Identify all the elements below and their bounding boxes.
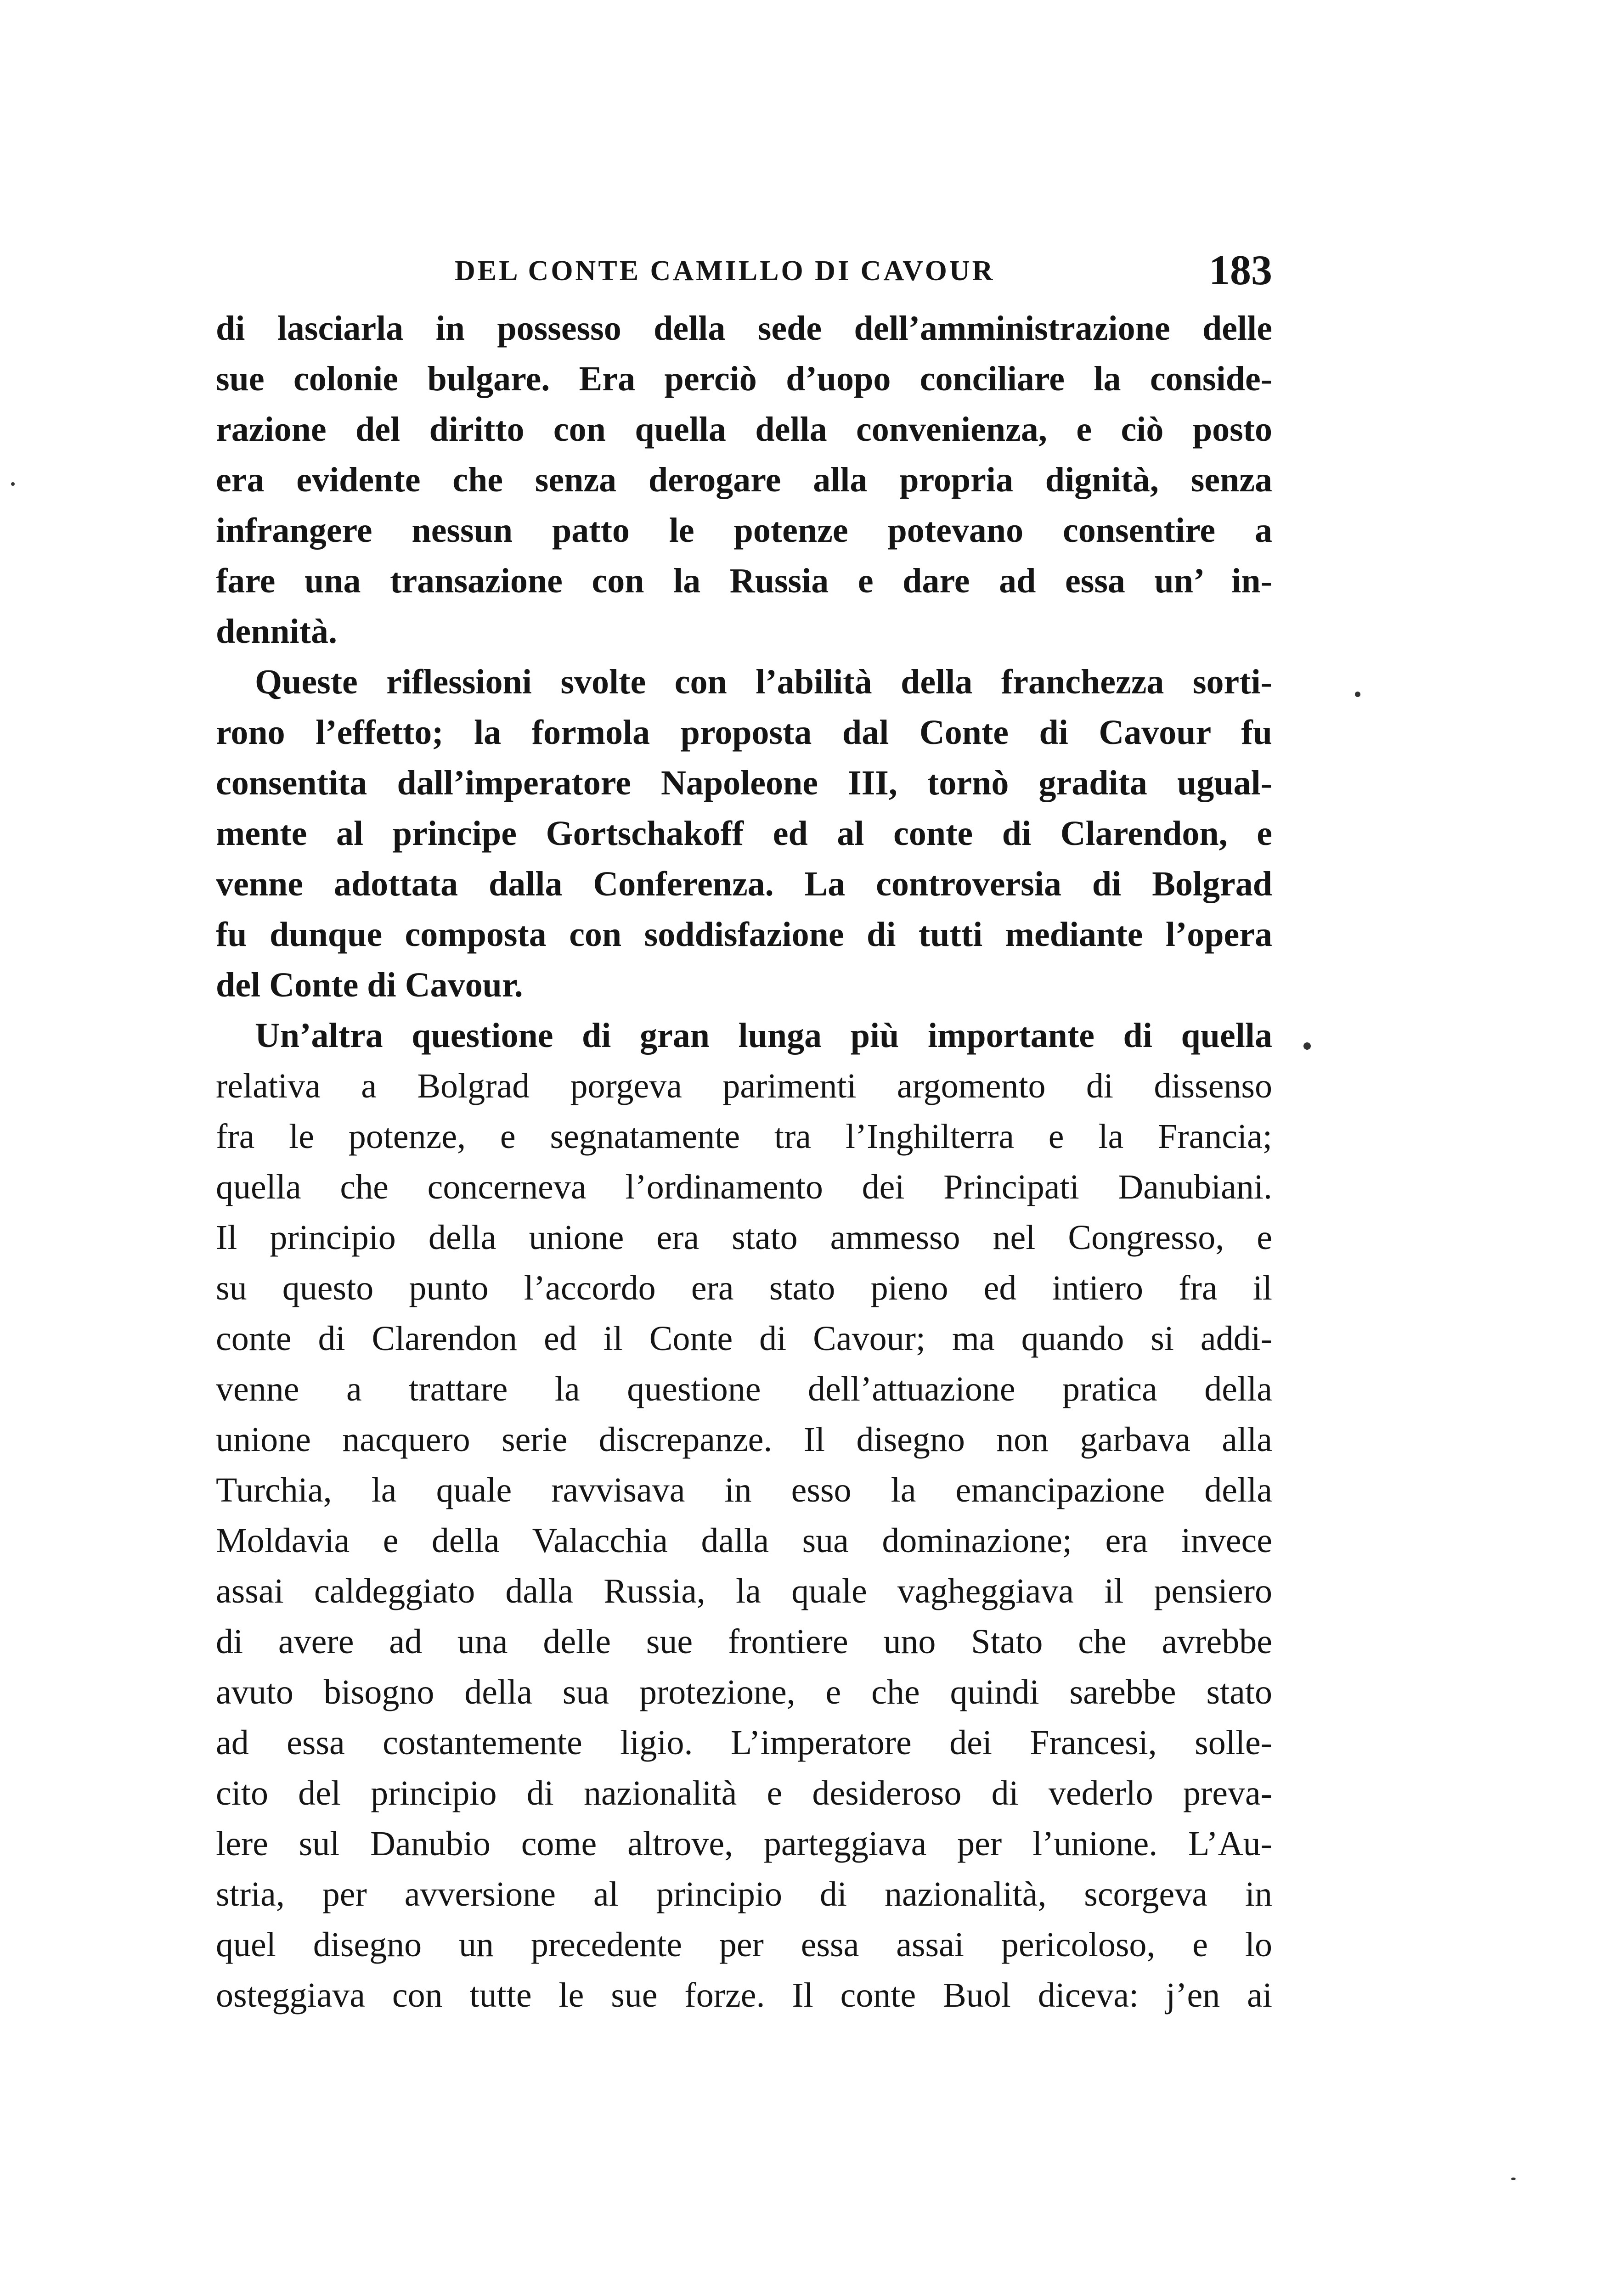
text-line: su questo punto l’accordo era stato pieno ed intiero fra il xyxy=(216,1269,1272,1307)
text-line: lere sul Danubio come altrove, parteggiava per l’unione. L’Au- xyxy=(216,1824,1272,1863)
text-line: Queste riflessioni svolte con l’abilità della franchezza sorti- xyxy=(255,663,1272,701)
text-line: mente al principe Gortschakoff ed al conte di Clarendon, e xyxy=(216,814,1272,853)
text-line: rono l’effetto; la formola proposta dal Conte di Cavour fu xyxy=(216,713,1272,752)
text-line: fare una transazione con la Russia e dare ad essa un’ in- xyxy=(216,562,1272,600)
text-line: del Conte di Cavour. xyxy=(216,966,523,1004)
text-line: osteggiava con tutte le sue forze. Il conte Buol diceva: j’en ai xyxy=(216,1976,1272,2015)
body-text xyxy=(216,303,1272,2020)
text-line: venne a trattare la questione dell’attuazione pratica della xyxy=(216,1370,1272,1408)
text-line: avuto bisogno della sua protezione, e che quindi sarebbe stato xyxy=(216,1673,1272,1711)
text-line: Un’altra questione di gran lunga più importante di quella xyxy=(255,1016,1272,1055)
text-line: sue colonie bulgare. Era perciò d’uopo conciliare la conside- xyxy=(216,360,1272,398)
text-line: assai caldeggiato dalla Russia, la quale vagheggiava il pensiero xyxy=(216,1572,1272,1610)
text-line: quella che concerneva l’ordinamento dei Principati Danubiani. xyxy=(216,1168,1272,1206)
text-line: di lasciarla in possesso della sede dell’amministrazione delle xyxy=(216,309,1272,348)
print-speck xyxy=(1355,692,1360,697)
text-line: conte di Clarendon ed il Conte di Cavour; ma quando si addi- xyxy=(216,1319,1272,1358)
print-speck xyxy=(1303,1042,1311,1050)
text-line: ad essa costantemente ligio. L’imperatore dei Francesi, solle- xyxy=(216,1723,1272,1762)
text-line: stria, per avversione al principio di nazionalità, scorgeva in xyxy=(216,1875,1272,1913)
text-line: relativa a Bolgrad porgeva parimenti argomento di dissenso xyxy=(216,1067,1272,1105)
text-line: venne adottata dalla Conferenza. La controversia di Bolgrad xyxy=(216,865,1272,903)
text-line: dennità. xyxy=(216,612,337,651)
text-line: quel disegno un precedente per essa assai pericoloso, e lo xyxy=(216,1925,1272,1964)
text-line: fu dunque composta con soddisfazione di tutti mediante l’opera xyxy=(216,915,1272,954)
print-speck xyxy=(1511,2178,1516,2180)
text-line: infrangere nessun patto le potenze potevano consentire a xyxy=(216,511,1272,550)
text-line: di avere ad una delle sue frontiere uno Stato che avrebbe xyxy=(216,1622,1272,1661)
text-line: Il principio della unione era stato ammesso nel Congresso, e xyxy=(216,1218,1272,1257)
text-line: Moldavia e della Valacchia dalla sua dominazione; era invece xyxy=(216,1521,1272,1560)
running-head: DEL CONTE CAMILLO DI CAVOUR xyxy=(455,255,995,287)
page-header xyxy=(216,246,1272,296)
text-line: unione nacquero serie discrepanze. Il disegno non garbava alla xyxy=(216,1420,1272,1459)
text-line: fra le potenze, e segnatamente tra l’Inghilterra e la Francia; xyxy=(216,1117,1272,1156)
text-line: consentita dall’imperatore Napoleone III, tornò gradita ugual- xyxy=(216,764,1272,802)
page-number: 183 xyxy=(1209,247,1272,293)
text-line: era evidente che senza derogare alla propria dignità, senza xyxy=(216,461,1272,499)
text-line: cito del principio di nazionalità e desideroso di vederlo preva- xyxy=(216,1774,1272,1812)
print-speck xyxy=(11,482,15,486)
text-line: razione del diritto con quella della convenienza, e ciò posto xyxy=(216,410,1272,449)
text-line: Turchia, la quale ravvisava in esso la emancipazione della xyxy=(216,1471,1272,1509)
